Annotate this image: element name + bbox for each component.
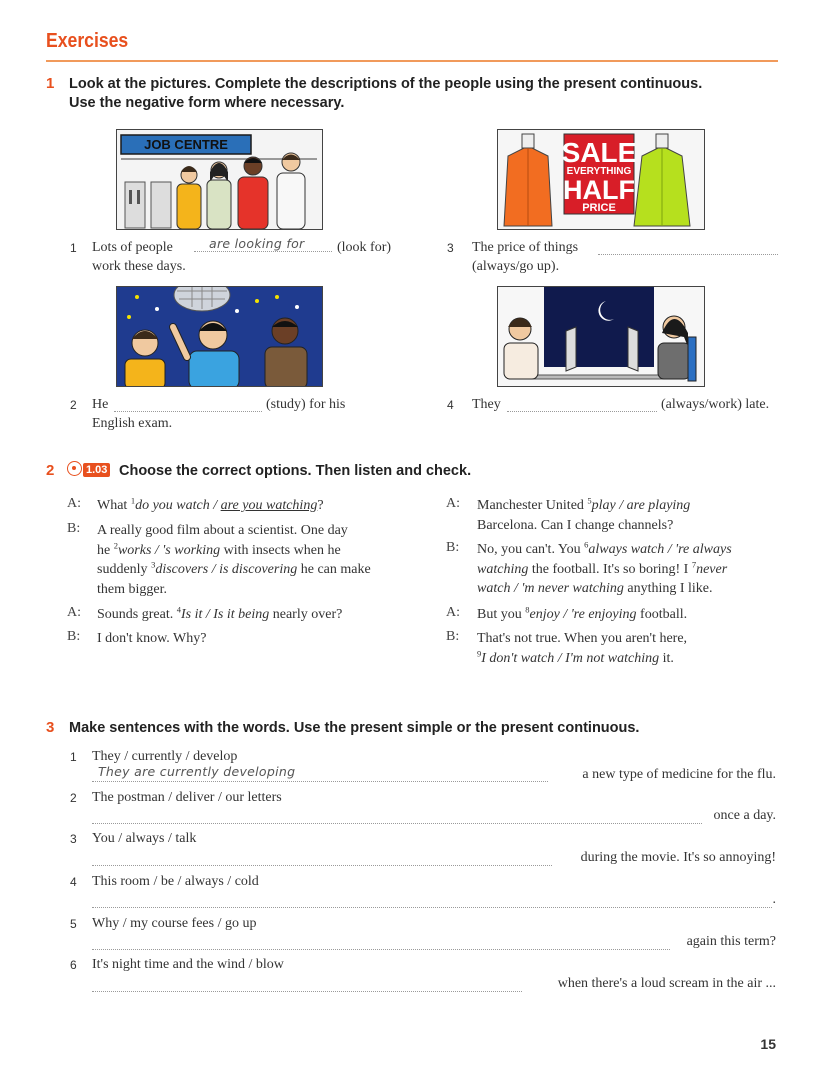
speaker-b: B: xyxy=(446,540,460,555)
ex1-item-1-answer: are looking for xyxy=(209,236,305,251)
ex1-item-2-line2: English exam. xyxy=(92,416,173,431)
dialogue-left-line-3 xyxy=(97,541,341,561)
text: anything I like. xyxy=(623,581,713,596)
text: No, you can't. You xyxy=(477,542,585,557)
ex3-item-6-answer-line[interactable] xyxy=(92,977,522,992)
text: ? xyxy=(317,498,324,513)
ex1-item-1-number: 1 xyxy=(70,241,77,255)
title-rule xyxy=(46,60,778,62)
ex1-item-2-answer-line[interactable] xyxy=(114,397,262,412)
dialogue-right-line-2: Barcelona. Can I change channels? xyxy=(477,517,674,533)
text: with insects when he xyxy=(220,542,341,558)
ex3-item-6-ending: when there's a loud scream in the air ... xyxy=(557,976,776,991)
gap-number: 9 xyxy=(477,647,482,658)
ex1-item-3-text: The price of things xyxy=(472,240,579,255)
sale-sign-line4: PRICE xyxy=(582,202,616,214)
ex3-item-3-ending: during the movie. It's so annoying! xyxy=(580,850,776,865)
dialogue-right-line-8 xyxy=(477,649,674,669)
ex1-item-3-line2: (always/go up). xyxy=(472,259,560,274)
ex3-item-2-number: 2 xyxy=(70,791,77,805)
option[interactable]: watch / 'm never watching xyxy=(477,581,624,596)
ex3-item-6-prompt: It's night time and the wind / blow xyxy=(92,957,284,972)
text: football. xyxy=(636,607,688,622)
dialogue-left-line-6 xyxy=(97,605,342,625)
dialogue-left-line-4 xyxy=(97,560,371,580)
audio-track[interactable] xyxy=(67,461,110,479)
ex1-item-1-text: Lots of people xyxy=(92,240,173,255)
dialogue-left-line-5: them bigger. xyxy=(97,581,167,597)
ex1-item-4-number: 4 xyxy=(447,398,454,412)
text: he xyxy=(97,542,114,558)
dialogue-right-line-1 xyxy=(477,496,690,516)
picture-office-night xyxy=(497,286,705,387)
option[interactable]: do you watch / xyxy=(135,498,221,513)
option[interactable]: play / are playing xyxy=(591,498,691,513)
picture-party xyxy=(116,286,323,387)
ex1-item-4-hint: (always/work) late. xyxy=(661,397,770,412)
dialogue-right-line-3 xyxy=(477,540,732,560)
exercise-3-instruction: Make sentences with the words. Use the present simple or the present continuous. xyxy=(69,720,640,736)
gap-number: 1 xyxy=(130,495,136,506)
speaker-b: B: xyxy=(446,629,460,644)
speaker-a: A: xyxy=(67,496,81,511)
dialogue-right-line-5 xyxy=(477,579,713,599)
option-selected[interactable]: are you watching xyxy=(220,498,318,513)
ex3-item-2-prompt: The postman / deliver / our letters xyxy=(92,790,282,805)
text: But you xyxy=(477,607,526,622)
exercise-1-instruction-line2: Use the negative form where necessary. xyxy=(69,95,345,111)
ex3-item-1-answer: They are currently developing xyxy=(98,764,296,779)
option[interactable]: never xyxy=(696,561,728,577)
ex1-item-2-hint: (study) for his xyxy=(266,397,346,412)
dialogue-right-line-7: That's not true. When you aren't here, xyxy=(477,631,688,646)
text: suddenly xyxy=(97,562,152,577)
gap-number: 8 xyxy=(525,604,530,615)
option[interactable]: watching xyxy=(477,561,529,577)
ex1-item-4-text: They xyxy=(472,397,501,412)
track-badge: 1.03 xyxy=(83,463,110,477)
ex3-item-5-number: 5 xyxy=(70,917,77,931)
ex1-item-1-hint: (look for) xyxy=(337,240,392,255)
ex3-item-4-answer-line[interactable] xyxy=(92,893,772,908)
exercise-1-instruction-line1: Look at the pictures. Complete the descriptions of the people using the present continuous. xyxy=(69,76,703,92)
text: Manchester United xyxy=(477,498,588,513)
option[interactable]: I don't watch / I'm not watching xyxy=(481,650,660,666)
dialogue-left-line-1 xyxy=(97,496,324,516)
gap-number: 3 xyxy=(151,559,156,570)
ex3-item-6-number: 6 xyxy=(70,958,77,972)
ex3-item-3-number: 3 xyxy=(70,832,77,846)
text: it. xyxy=(659,650,674,666)
page-title: Exercises xyxy=(46,30,129,52)
ex3-item-1-ending: a new type of medicine for the flu. xyxy=(582,767,776,782)
ex1-item-1-line2: work these days. xyxy=(92,259,186,274)
option[interactable]: always watch / 're always xyxy=(588,542,732,557)
text: nearly over? xyxy=(269,607,343,622)
gap-number: 5 xyxy=(587,495,592,506)
text: What xyxy=(97,498,131,513)
gap-number: 7 xyxy=(691,558,697,569)
speaker-b: B: xyxy=(67,629,81,644)
job-centre-sign-text: JOB CENTRE xyxy=(144,137,228,152)
dialogue-left-line-2: A really good film about a scientist. One day xyxy=(97,523,348,538)
speaker-a: A: xyxy=(446,605,460,620)
ex1-item-2-text: He xyxy=(92,397,109,412)
ex3-item-4-number: 4 xyxy=(70,875,77,889)
text: he can make xyxy=(297,562,371,577)
sale-sign-line1: SALE xyxy=(561,137,637,168)
ex3-item-3-answer-line[interactable] xyxy=(92,851,552,866)
exercise-3-number: 3 xyxy=(46,719,55,736)
exercise-2-instruction: Choose the correct options. Then listen and check. xyxy=(119,463,472,479)
dialogue-right-line-6 xyxy=(477,605,687,625)
ex3-item-3-prompt: You / always / talk xyxy=(92,831,197,846)
speaker-b: B: xyxy=(67,521,81,536)
ex3-item-2-answer-line[interactable] xyxy=(92,809,702,824)
speaker-a: A: xyxy=(67,605,81,620)
ex3-item-5-answer-line[interactable] xyxy=(92,935,670,950)
page-number: 15 xyxy=(760,1036,776,1052)
ex1-item-2-number: 2 xyxy=(70,398,77,412)
option[interactable]: works / 's working xyxy=(117,542,221,558)
option[interactable]: enjoy / 're enjoying xyxy=(529,607,637,622)
ex3-item-1-prompt: They / currently / develop xyxy=(92,749,238,764)
option[interactable]: Is it / Is it being xyxy=(180,607,270,622)
ex3-item-5-ending: again this term? xyxy=(686,934,776,949)
dialogue-left-line-7: I don't know. Why? xyxy=(97,631,207,646)
gap-number: 6 xyxy=(584,539,589,550)
ex3-item-1-number: 1 xyxy=(70,750,77,764)
sale-sign-line3: HALF xyxy=(563,175,635,205)
ex1-item-3-number: 3 xyxy=(447,241,454,255)
text: Sounds great. xyxy=(97,607,177,622)
gap-number: 4 xyxy=(176,604,181,615)
exercise-1-number: 1 xyxy=(46,75,55,92)
picture-job-centre xyxy=(116,129,323,230)
picture-sale xyxy=(497,129,705,230)
dialogue-right-line-4 xyxy=(477,560,727,580)
cd-icon xyxy=(67,461,82,476)
speaker-a: A: xyxy=(446,496,460,511)
text: the football. It's so boring! I xyxy=(528,561,692,577)
exercise-2-number: 2 xyxy=(46,462,55,479)
option[interactable]: discovers / is discovering xyxy=(155,562,298,577)
ex1-item-4-answer-line[interactable] xyxy=(507,397,657,412)
gap-number: 2 xyxy=(113,539,118,550)
ex3-item-4-prompt: This room / be / always / cold xyxy=(92,874,259,889)
ex3-item-4-ending: . xyxy=(772,892,776,907)
sale-sign-line2: EVERYTHING xyxy=(566,166,632,177)
ex1-item-3-answer-line[interactable] xyxy=(598,240,778,255)
ex3-item-5-prompt: Why / my course fees / go up xyxy=(92,916,257,931)
ex3-item-2-ending: once a day. xyxy=(713,808,776,823)
